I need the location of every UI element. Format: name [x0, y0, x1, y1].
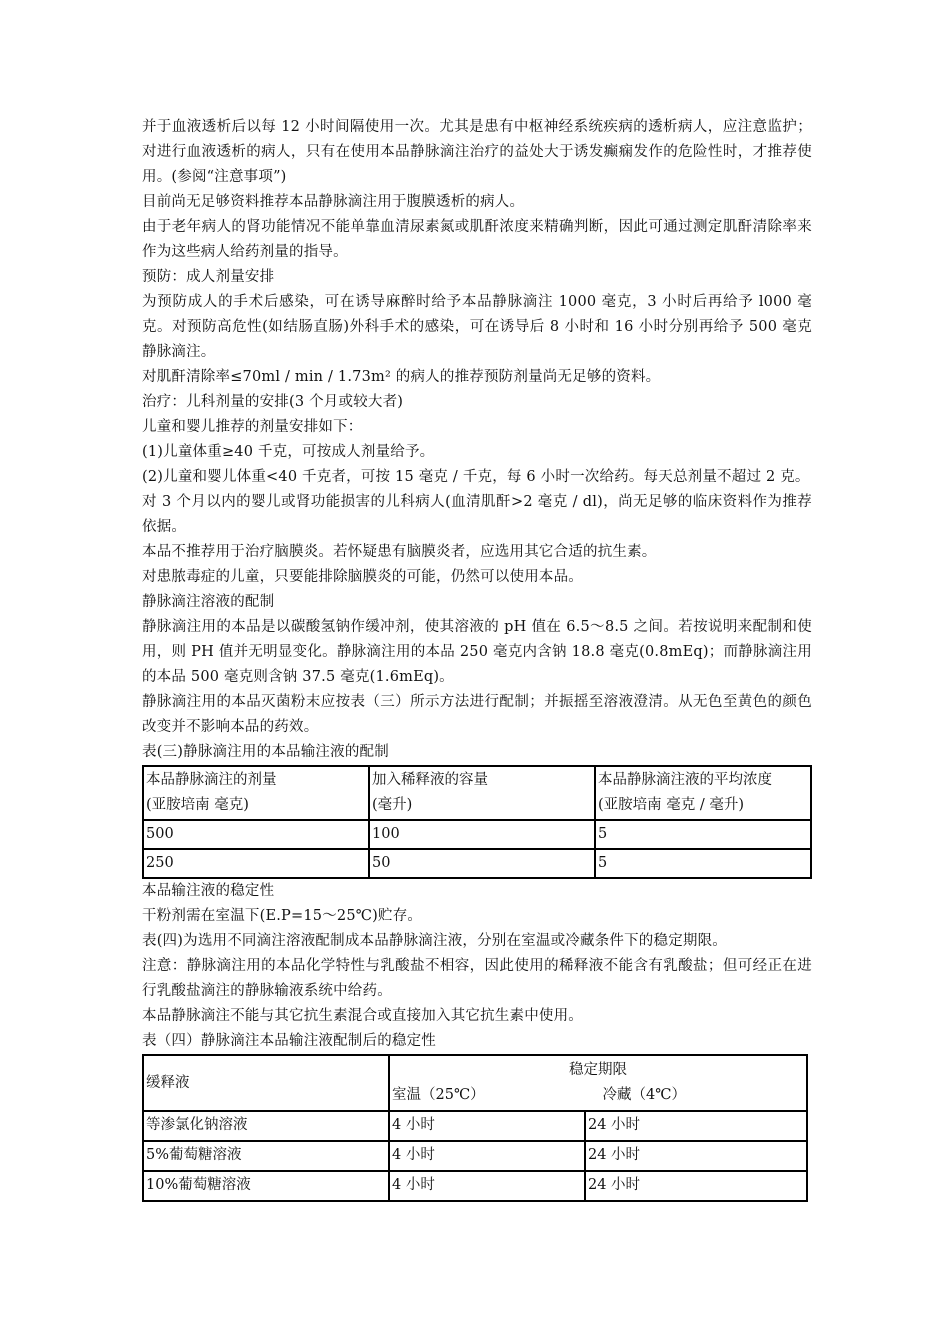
table-cell: 24 小时: [585, 1171, 807, 1201]
paragraph: 儿童和婴儿推荐的剂量安排如下：: [142, 419, 363, 435]
paragraph: 静脉滴注用的本品灭菌粉末应按表（三）所示方法进行配制；并振摇至溶液澄清。从无色至黄色的颜色改变并不影响本品的药效。: [142, 694, 812, 735]
paragraph: 本品不推荐用于治疗脑膜炎。若怀疑患有脑膜炎者，应选用其它合适的抗生素。: [142, 544, 657, 560]
table-cell: 5: [595, 849, 811, 878]
paragraph: 目前尚无足够资料推荐本品静脉滴注用于腹膜透析的病人。: [142, 194, 525, 210]
table-cell: 10%葡萄糖溶液: [143, 1171, 389, 1201]
paragraph: 表(四)为选用不同滴注溶液配制成本品静脉滴注液，分别在室温或冷藏条件下的稳定期限。: [142, 933, 728, 949]
table-cell: 100: [369, 820, 595, 849]
table-row: [143, 849, 811, 878]
table-row: [143, 1141, 807, 1171]
table-cell: 4 小时: [389, 1141, 585, 1171]
table-row: [143, 820, 811, 849]
table-caption: 表（四）静脉滴注本品输注液配制后的稳定性: [142, 1033, 436, 1049]
table-cell: 250: [143, 849, 369, 878]
table-cell: 5%葡萄糖溶液: [143, 1141, 389, 1171]
paragraph: 本品静脉滴注不能与其它抗生素混合或直接加入其它抗生素中使用。: [142, 1008, 583, 1024]
table-cell: 等渗氯化钠溶液: [143, 1111, 389, 1141]
paragraph: 并于血液透析后以每 12 小时间隔使用一次。尤其是患有中枢神经系统疾病的透析病人，应注意监护；对进行血液透析的病人，只有在使用本品静脉滴注治疗的益处大于诱发癫痫发作的危险性时，才推荐使用。(参阅“注意事项”): [142, 119, 812, 185]
table-cell: 4 小时: [389, 1171, 585, 1201]
sub-headers: [390, 1083, 806, 1108]
document-page: [142, 115, 812, 1202]
sub-header-refrigerated: 冷藏（4℃）: [602, 1087, 686, 1103]
section-heading: 本品输注液的稳定性: [142, 883, 275, 899]
header-line: 本品静脉滴注的剂量: [146, 772, 277, 788]
table-header-row: [143, 1055, 807, 1111]
paragraph: 干粉剂需在室温下(E.P=15～25℃)贮存。: [142, 908, 423, 924]
paragraph: 由于老年病人的肾功能情况不能单靠血清尿素氮或肌酐浓度来精确判断，因此可通过测定肌酐清除率来作为这些病人给药剂量的指导。: [142, 219, 812, 260]
section-heading: 治疗：儿科剂量的安排(3 个月或较大者): [142, 394, 404, 410]
paragraph: 对 3 个月以内的婴儿或肾功能损害的儿科病人(血清肌酐>2 毫克 / dl)，尚无足够的临床资料作为推荐依据。: [142, 494, 812, 535]
table-cell: 24 小时: [585, 1141, 807, 1171]
list-item: (2)儿童和婴儿体重<40 千克者，可按 15 毫克 / 千克，每 6 小时一次给药。每天总剂量不超过 2 克。: [142, 469, 810, 485]
table-cell: 500: [143, 820, 369, 849]
paragraph: 对肌酐清除率≤70ml / min / 1.73m² 的病人的推荐预防剂量尚无足够的资料。: [142, 369, 661, 385]
list-item: (1)儿童体重≥40 千克，可按成人剂量给予。: [142, 444, 435, 460]
header-cell-group: [389, 1055, 807, 1111]
preparation-table: [142, 765, 812, 879]
header-line: 加入稀释液的容量: [372, 772, 488, 788]
header-cell: [369, 766, 595, 820]
section-heading: 预防：成人剂量安排: [142, 269, 275, 285]
header-cell: [595, 766, 811, 820]
paragraph: 为预防成人的手术后感染，可在诱导麻醉时给予本品静脉滴注 1000 毫克，3 小时后再给予 l000 毫克。对预防高危性(如结肠直肠)外科手术的感染，可在诱导后 8 小时和 16 小时分别再给予 500 毫克静脉滴注。: [142, 294, 812, 360]
header-cell: [143, 766, 369, 820]
table-header-row: [143, 766, 811, 820]
header-line: 本品静脉滴注液的平均浓度: [598, 772, 772, 788]
table-row: [143, 1111, 807, 1141]
table-cell: 4 小时: [389, 1111, 585, 1141]
paragraph: 对患脓毒症的儿童，只要能排除脑膜炎的可能，仍然可以使用本品。: [142, 569, 583, 585]
header-unit: (亚胺培南 毫克 / 毫升): [598, 797, 745, 813]
group-header: 稳定期限: [569, 1062, 627, 1078]
sub-header-room-temp: 室温（25℃）: [392, 1087, 485, 1103]
paragraph: 静脉滴注用的本品是以碳酸氢钠作缓冲剂，使其溶液的 pH 值在 6.5～8.5 之间。若按说明来配制和使用，则 PH 值并无明显变化。静脉滴注用的本品 250 毫克内含钠 18.8 毫克(0.8mEq)；而静脉滴注用的本品 500 毫克则含钠 37.5 毫克(1.6mEq)。: [142, 619, 812, 685]
section-heading: 静脉滴注溶液的配制: [142, 594, 275, 610]
table-row: [143, 1171, 807, 1201]
paragraph: 注意：静脉滴注用的本品化学特性与乳酸盐不相容，因此使用的稀释液不能含有乳酸盐；但可经正在进行乳酸盐滴注的静脉输液系统中给药。: [142, 958, 812, 999]
table-cell: 50: [369, 849, 595, 878]
stability-table: [142, 1054, 808, 1202]
table-caption: 表(三)静脉滴注用的本品输注液的配制: [142, 744, 389, 760]
table-cell: 24 小时: [585, 1111, 807, 1141]
header-unit: (亚胺培南 毫克): [146, 797, 249, 813]
header-cell: 缓释液: [143, 1055, 389, 1111]
header-unit: (毫升): [372, 797, 413, 813]
table-cell: 5: [595, 820, 811, 849]
